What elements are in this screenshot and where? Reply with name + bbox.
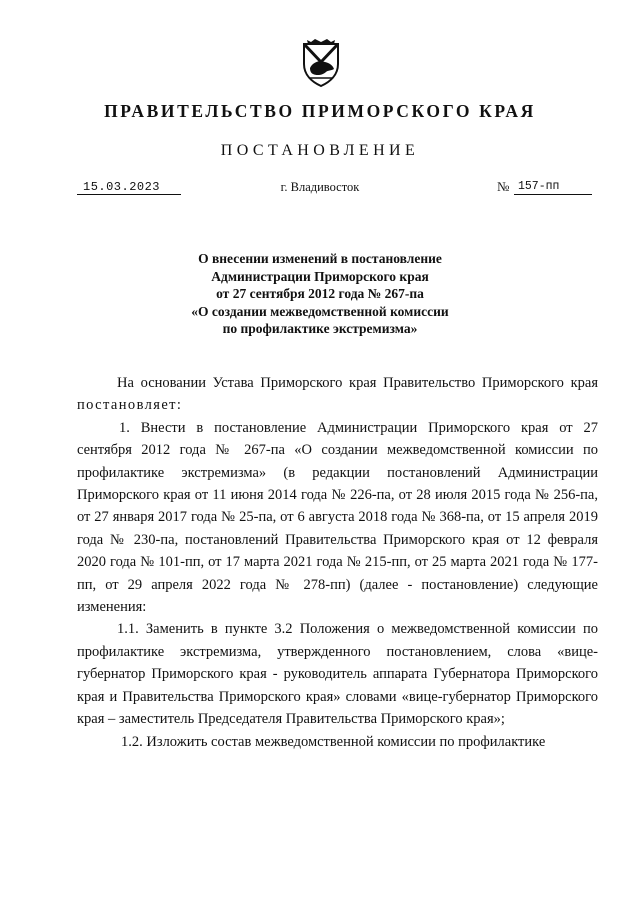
subject-line: О внесении изменений в постановление: [198, 251, 442, 266]
government-title: ПРАВИТЕЛЬСТВО ПРИМОРСКОГО КРАЯ: [104, 101, 536, 121]
subject-line: по профилактике экстремизма»: [222, 321, 418, 336]
document-body: [77, 372, 598, 753]
document-subject: [0, 250, 640, 338]
subject-line: «О создании межведомственной комиссии: [191, 303, 449, 319]
document-number: 157-пп: [514, 180, 592, 195]
document-type: ПОСТАНОВЛЕНИЕ: [220, 142, 420, 159]
subject-line: от 27 сентября 2012 года № 267-па: [216, 286, 424, 301]
item-1-1-paragraph: 1.1. Заменить в пункте 3.2 Положения о межведомственной комиссии по профилактике экстремизма, утвержденного постановлением, слова «вице-губернатор Приморского края - руководитель аппарата Губернатора Приморского края и Правительства Приморского края» словами «вице-губернатор Приморского края – заместитель Председателя Правительства Приморского края»;: [77, 621, 598, 728]
document-number-label: №: [497, 179, 510, 194]
intro-verb: постановляет:: [77, 397, 183, 414]
subject-line: Администрации Приморского края: [211, 268, 429, 284]
intro-paragraph: [77, 372, 598, 417]
item-1-paragraph: 1. Внести в постановление Администрации Приморского края от 27 сентября 2012 года № 267-па «О создании межведомственной комиссии по профилактике экстремизма» (в редакции постановлений Администрации Приморского края от 11 июня 2014 года № 226-па, от 28 июля 2015 года № 256-па, от 27 января 2017 года № 25-па, от 6 августа 2018 года № 368-па, от 15 апреля 2019 года № 230-па, постановлений Правительства Приморского края от 12 февраля 2020 года № 101-пп, от 17 марта 2021 года № 215-пп, от 25 марта 2021 года № 177-пп, от 29 апреля 2022 года № 278-пп) (далее - постановление) следующие изменения:: [77, 419, 598, 616]
intro-text: На основании Устава Приморского края Правительство Приморского края: [117, 375, 598, 391]
item-1-2-paragraph: 1.2. Изложить состав межведомственной комиссии по профилактике: [121, 733, 546, 750]
document-date: 15.03.2023: [77, 180, 181, 195]
coat-of-arms-icon: [301, 38, 341, 88]
document-city: г. Владивосток: [280, 180, 360, 194]
